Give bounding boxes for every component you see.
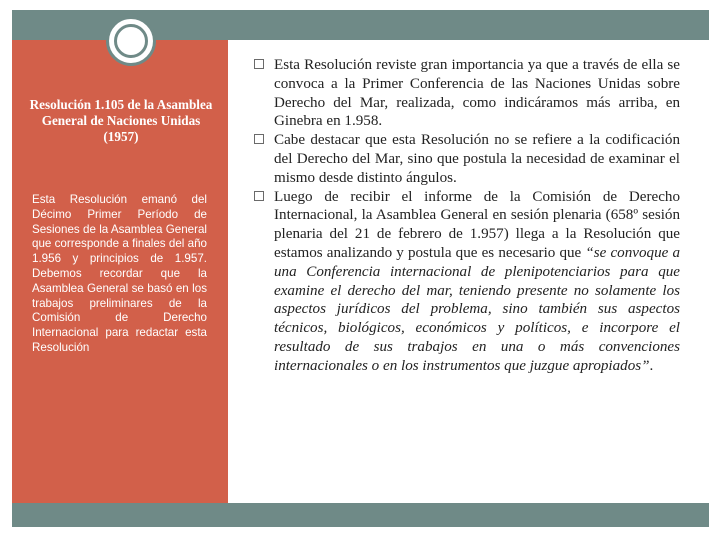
panel-body-text: Esta Resolución emanó del Décimo Primer Período de Sesiones de la Asamblea General que corresponde a finales del año 1.956 y principios de 1.957. Debemos recordar que la Asamblea General se basó en los trabajos preliminares de la Comisión de Derecho Internacional para redactar esta Resolución [32,193,207,354]
bullet-end-punctuation: . [649,357,654,374]
square-bullet-icon [254,134,264,144]
square-bullet-icon [254,59,264,69]
circle-ornament [106,16,156,66]
bullet-text: Cabe destacar que esta Resolución no se refiere a la codificación del Derecho del Mar, sino que postula la necesidad de examinar el mismo desde distinto ángulos. [274,132,680,186]
bullet-item-1 [254,56,680,131]
square-bullet-icon [254,191,264,201]
bullet-text: Esta Resolución reviste gran importancia ya que a través de ella se convoca a la Primer Conferencia de las Naciones Unidas sobre Derecho del Mar, realizada, como indicáramos más arriba, en Ginebra en 1.958. [274,57,680,130]
bullet-item-3 [254,188,680,376]
bullet-text: Luego de recibir el informe de la Comisión de Derecho Internacional, la Asamblea General en sesión plenaria (658º sesión plenaria del 21 de febrero de 1.957) llega a la Resolución que estamos analizando y postula que es necesario que [274,188,680,261]
panel-title: Resolución 1.105 de la Asamblea General de Naciones Unidas (1957) [29,97,213,144]
bullet-list [254,56,680,376]
quoted-resolution-text: “se convoque a una Conferencia internacional de plenipotenciarios para que examine el derecho del mar, teniendo presente no solamente los aspectos jurídicos del problema, sino también sus aspectos técnicos, biológicos, económicos y políticos, e incorpore el resultado de sus trabajos en una o más convenciones internacionales o en los instrumentos que juzgue apropiados” [274,244,680,374]
bullet-item-2 [254,131,680,187]
bottom-bar [12,503,709,527]
